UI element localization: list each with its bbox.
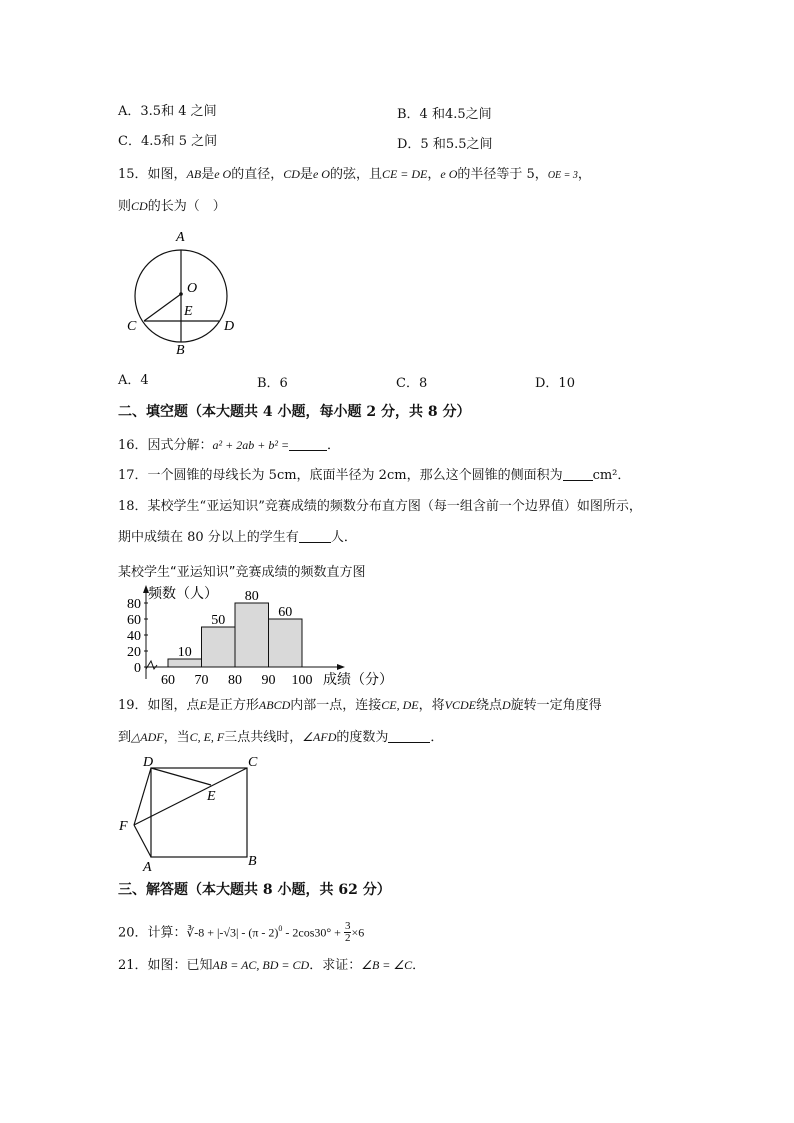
label-b: B — [248, 854, 257, 869]
q14-option-b: B．4 和4.5之间 — [397, 107, 492, 122]
segment-fa — [134, 825, 151, 857]
q14-option-c: C．4.5和 5 之间 — [118, 134, 218, 149]
histogram-bar — [235, 603, 269, 667]
histogram-bar — [269, 619, 303, 667]
label-e: E — [184, 304, 193, 319]
q18-line2: 期中成绩在 80 分以上的学生有 人． — [118, 530, 357, 545]
y-axis-label: 频数（人） — [148, 587, 218, 602]
q14-option-d: D．5 和5.5之间 — [397, 137, 493, 152]
y-tick-label: 20 — [127, 645, 141, 660]
q19-square-figure — [114, 750, 274, 872]
histogram-bar — [168, 659, 202, 667]
label-c: C — [248, 755, 258, 770]
label-f: F — [119, 819, 128, 834]
q15-option-c: C．8 — [396, 376, 428, 391]
y-tick-label: 40 — [127, 629, 141, 644]
label-d: D — [143, 755, 154, 770]
q16-answer-blank[interactable] — [289, 437, 327, 451]
q20: 20．计算：∛-8 + |-√3| - (π - 2)$^0$ - 2cos30° + $\frac{3}{2}$ ×6 — [118, 920, 365, 945]
x-tick-label: 60 — [161, 673, 175, 688]
x-tick-label: 70 — [194, 673, 209, 688]
center-point — [179, 292, 183, 296]
q17-answer-blank[interactable] — [563, 467, 593, 481]
label-a: A — [143, 860, 152, 872]
segment-co — [144, 294, 181, 321]
q15-stem-line2: 则CD的长为（ ） — [118, 199, 226, 214]
x-tick-label: 100 — [291, 673, 313, 688]
bar-data-label: 60 — [278, 605, 293, 620]
q17: 17．一个圆锥的母线长为 5cm，底面半径为 2cm，那么这个圆锥的侧面积为 cm²． — [118, 468, 631, 483]
x-tick-label: 80 — [228, 673, 242, 688]
q19-answer-blank[interactable] — [388, 729, 430, 743]
y-tick-label: 80 — [127, 597, 141, 612]
label-b: B — [176, 343, 185, 358]
q15-circle-figure — [118, 224, 248, 360]
q15-option-a: A．4 — [118, 373, 149, 388]
section2-heading: 二、填空题（本大题共 4 小题，每小题 2 分，共 8 分） — [118, 404, 471, 420]
histogram-chart — [114, 583, 394, 689]
q18-answer-blank[interactable] — [299, 529, 331, 543]
fraction-3-2: $\frac{3}{2}$ — [344, 920, 351, 945]
q18-line1: 18．某校学生“亚运知识”竞赛成绩的频数分布直方图（每一组含前一个边界值）如图所示， — [118, 499, 642, 514]
label-o: O — [187, 281, 198, 296]
bar-data-label: 10 — [177, 645, 192, 660]
y-tick-label: 0 — [134, 661, 141, 676]
segment-df — [134, 768, 151, 825]
label-a: A — [176, 230, 185, 245]
x-axis-arrow — [337, 664, 345, 670]
bar-data-label: 50 — [211, 613, 226, 628]
q15-stem-line1: 15．如图，AB是e O的直径，CD是e O的弦，且CE = DE，e O的半径等于 5，OE = 3， — [118, 167, 591, 182]
chart-title: 某校学生“亚运知识”竞赛成绩的频数直方图 — [118, 565, 366, 580]
x-tick-label: 90 — [261, 673, 276, 688]
label-d: D — [224, 319, 235, 334]
y-tick-label: 60 — [127, 613, 141, 628]
label-c: C — [127, 319, 137, 334]
q21: 21．如图：已知AB = AC, BD = CD．求证：∠B = ∠C． — [118, 958, 426, 973]
q19-line2: 到△ADF，当C, E, F三点共线时，∠AFD的度数为 ． — [118, 730, 444, 745]
histogram-bar — [202, 627, 236, 667]
segment-de — [151, 768, 211, 785]
axis-break — [146, 661, 157, 669]
q15-option-d: D．10 — [535, 376, 575, 391]
q19-line1: 19．如图，点E是正方形ABCD内部一点，连接CE, DE，将VCDE绕点D旋转一定角度得 — [118, 698, 602, 713]
q15-option-b: B．6 — [257, 376, 288, 391]
bar-data-label: 80 — [244, 589, 259, 604]
x-axis-label: 成绩（分） — [323, 673, 393, 688]
q14-option-a: A．3.5和 4 之间 — [118, 104, 217, 119]
label-e: E — [207, 789, 216, 804]
q16: 16．因式分解：a² + 2ab + b² = ． — [118, 438, 341, 453]
section3-heading: 三、解答题（本大题共 8 小题，共 62 分） — [118, 882, 391, 898]
